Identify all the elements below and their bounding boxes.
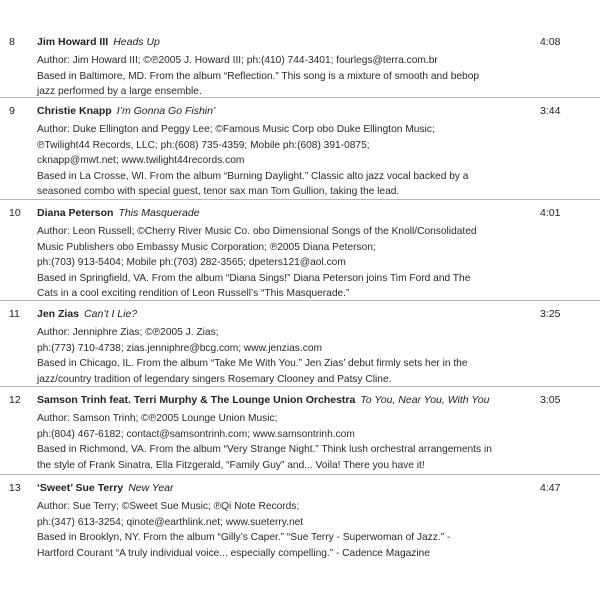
separator-rule [0,300,600,301]
track-description-line: Based in Baltimore, MD. From the album “Reflection.” This song is a mixture of smooth and bebop [37,70,480,82]
track-credit-line: Author: Duke Ellington and Peggy Lee; ©Famous Music Corp obo Duke Ellington Music; [37,124,435,135]
track-heading [37,206,527,220]
track-duration: 3:44 [540,105,561,117]
track-song-title: To You, Near You, With You [360,394,490,406]
separator-rule [0,199,600,200]
track-credit-line: Music Publishers obo Embassy Music Corporation; ℗2005 Diana Peterson; [37,241,376,253]
track-description-line: Based in Richmond, VA. From the album “Very Strange Night.” Think lush orchestral arrangements in [37,444,492,455]
track-description-line: Based in Chicago, IL. From the album “Take Me With You.” Jen Zias’ debut firmly sets her in the [37,358,468,369]
track-body [37,35,527,100]
track-contact-line: cknapp@mwt.net; www.twilight44records.com [37,155,245,166]
separator-rule [0,474,600,475]
track-number: 13 [9,482,21,494]
track-contact-line: ph:(804) 467-6182; contact@samsontrinh.com; www.samsontrinh.com [37,428,355,440]
track-credit-line: Author: Sue Terry; ©Sweet Sue Music; ℗Qi Note Records; [37,501,300,512]
track-artist: Christie Knapp [37,105,112,117]
track-credit-line: ℗Twilight44 Records, LLC; ph:(608) 735-4359; Mobile ph:(608) 391-0875; [37,139,370,151]
track-heading [37,481,527,495]
track-body [37,104,527,200]
track-description-line: Hartford Courant “A truly individual voice... especially compelling.” - Cadence Magazine [37,547,430,559]
track-duration: 4:47 [540,482,561,494]
track-heading [37,393,527,407]
track-artist: Jim Howard III [37,36,109,48]
track-duration: 4:08 [540,36,561,48]
track-number: 8 [9,36,15,48]
track-artist: Samson Trinh feat. Terri Murphy & The Lounge Union Orchestra [37,394,356,406]
track-artist: Jen Zias [37,308,80,320]
track-duration: 3:05 [540,394,561,406]
track-duration: 4:01 [540,207,561,219]
track-heading [37,35,527,49]
track-number: 10 [9,207,21,219]
track-contact-line: ph:(703) 913-5404; Mobile ph:(703) 282-3565; dpeters121@aol.com [37,257,346,268]
track-number: 9 [9,105,15,117]
track-song-title: New Year [128,482,174,494]
track-artist: ‘Sweet’ Sue Terry [37,482,124,494]
track-description-line: the style of Frank Sinatra, Ella Fitzgerald, “Family Guy” and... Voila! There you have it! [37,459,425,471]
track-body [37,307,527,387]
separator-rule [0,386,600,387]
track-song-title: Can’t I Lie? [84,308,138,320]
track-body [37,393,527,473]
track-contact-line: ph:(773) 710-4738; zias.jenniphre@bcg.com; www.jenzias.com [37,342,322,354]
track-song-title: I’m Gonna Go Fishin’ [116,105,216,117]
track-description-line: Cats in a cool exciting rendition of Leon Russell’s “This Masquerade.” [37,288,350,299]
track-heading [37,104,527,118]
track-duration: 3:25 [540,308,561,320]
track-description-line: Based in Springfield, VA. From the album “Diana Sings!” Diana Peterson joins Tim Ford and The [37,272,471,284]
track-credit-line: Author: Samson Trinh; ©℗2005 Lounge Union Music; [37,413,278,424]
track-description-line: Based in La Crosse, WI. From the album “Burning Daylight.” Classic alto jazz vocal backed by a [37,170,469,182]
track-credit-line: Author: Jenniphre Zias; ©℗2005 J. Zias; [37,327,219,338]
track-description-line: seasoned combo with special guest, tenor sax man Tom Gullion, taking the lead. [37,186,400,197]
track-number: 12 [9,394,21,406]
track-song-title: Heads Up [113,36,160,48]
track-artist: Diana Peterson [37,207,114,219]
track-description-line: jazz performed by a large ensemble. [37,86,202,97]
separator-rule [0,97,600,98]
track-song-title: This Masquerade [118,207,200,219]
track-body [37,206,527,302]
track-number: 11 [9,308,20,320]
track-credit-line: Author: Leon Russell; ©Cherry River Music Co. obo Dimensional Songs of the Knoll/Consolidated [37,226,477,237]
track-heading [37,307,527,321]
track-description-line: Based in Brooklyn, NY. From the album “Gilly’s Caper.” “Sue Terry - Superwoman of Jazz.” - [37,532,451,543]
track-contact-line: ph:(347) 613-3254; qinote@earthlink.net; www.sueterry.net [37,516,304,528]
track-credit-line: Author: Jim Howard III; ©℗2005 J. Howard III; ph:(410) 744-3401; fourlegs@terra.com.br [37,55,438,66]
track-body [37,481,527,561]
track-description-line: jazz/country tradition of legendary singers Rosemary Clooney and Patsy Cline. [37,373,392,385]
